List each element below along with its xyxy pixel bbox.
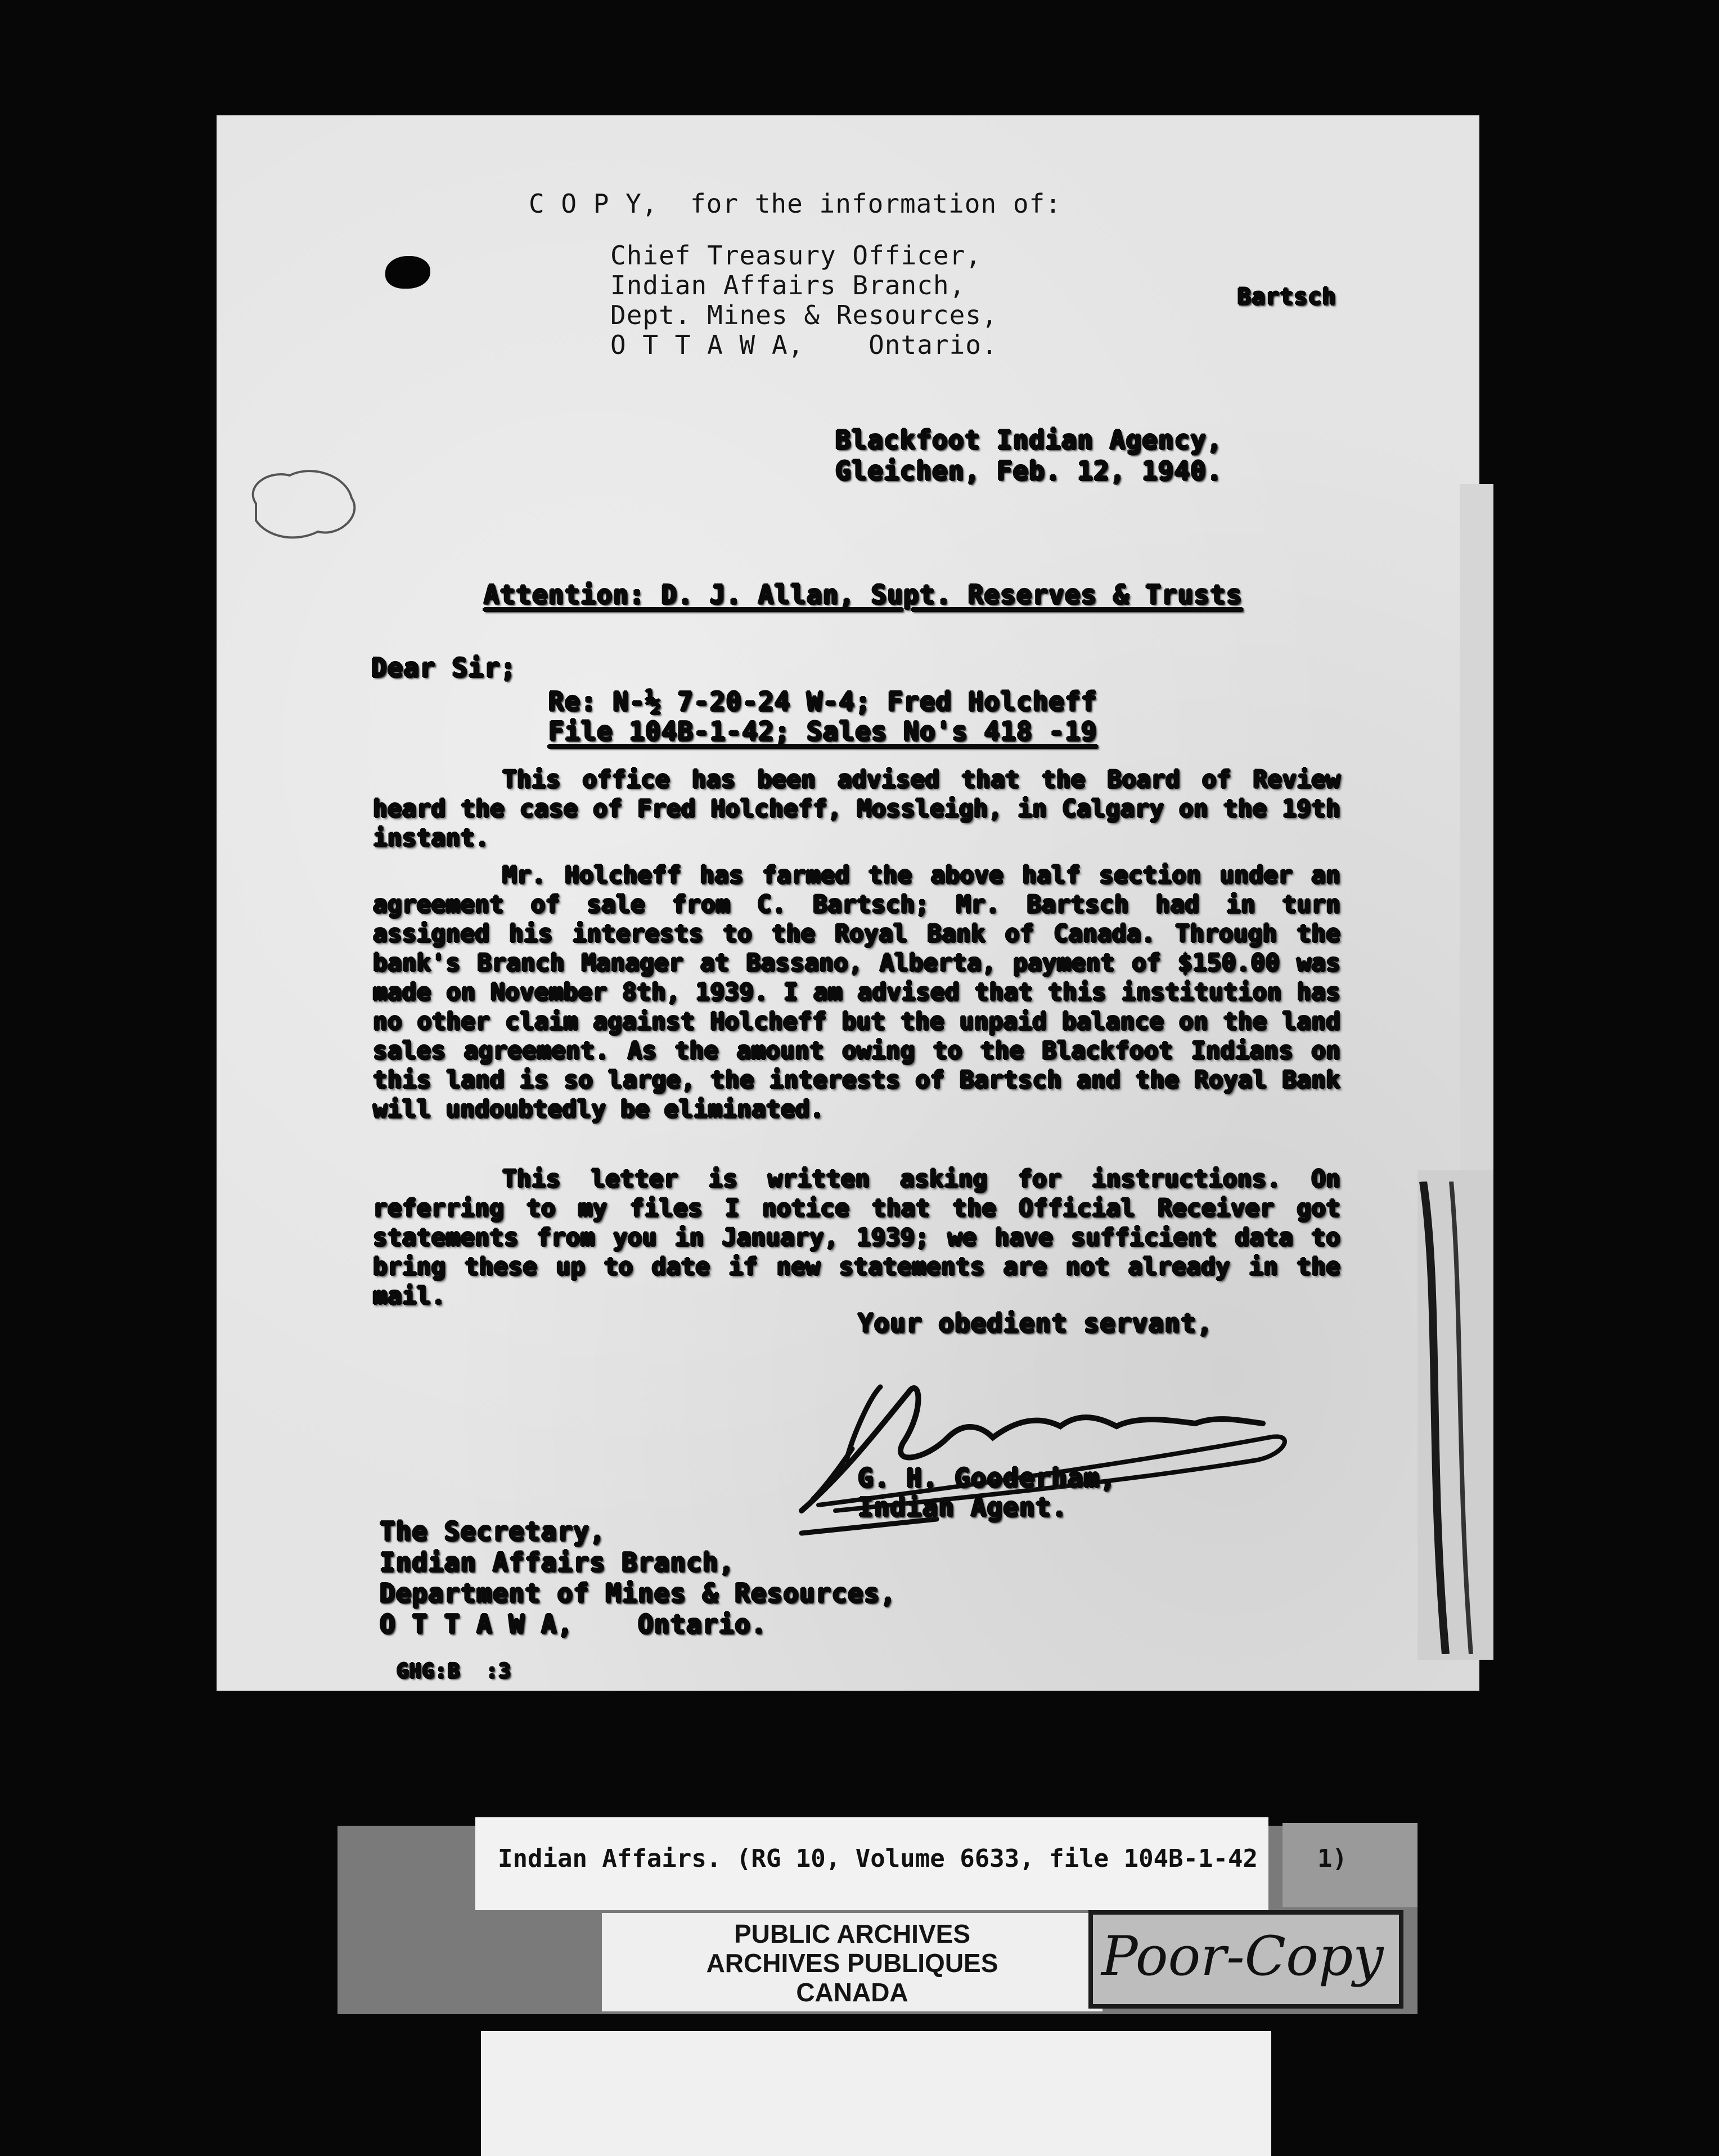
paragraph-1: This office has been advised that the Board of Review heard the case of Fred Holcheff, Mossleigh, in Calgary on the 19th instant. (373, 766, 1340, 852)
copy-line: C O P Y, for the information of: (529, 188, 1061, 219)
subject-line-2: File 104B-1-42; Sales No's 418 -19 (548, 716, 1097, 747)
subject-line-1: Re: N-½ 7-20-24 W-4; Fred Holcheff (548, 686, 1097, 717)
addressee-line-2: Indian Affairs Branch, (380, 1547, 735, 1578)
archives-line-2: ARCHIVES PUBLIQUES (706, 1948, 998, 1978)
signer-title: Indian Agent. (858, 1492, 1068, 1522)
file-tag: Bartsch (1238, 284, 1336, 310)
page-edge-tab (1460, 484, 1493, 1170)
closing: Your obedient servant, (858, 1308, 1213, 1338)
initials: GHG:B :3 (397, 1660, 512, 1683)
recipient-line-1: Chief Treasury Officer, (610, 240, 982, 271)
ink-blot (385, 256, 430, 289)
signer-name: G. H. Gooderham, (858, 1463, 1117, 1493)
reference-label: Indian Affairs. (RG 10, Volume 6633, file 104B-1-42 1) (498, 1844, 1347, 1873)
recipient-line-3: Dept. Mines & Resources, (610, 300, 998, 330)
archives-line-1: PUBLIC ARCHIVES (734, 1919, 970, 1948)
recipient-line-4: O T T A W A, Ontario. (610, 330, 998, 360)
paragraph-2: Mr. Holcheff has farmed the above half section under an agreement of sale from C. Bartsch; Mr. Bartsch had in turn assigned his interests to the Royal Bank of Canada. Through the bank's Branch Manager at Bassano, Alberta, payment of $150.00 was made on November 8th, 1939. I am advised that this institution has no other claim against Holcheff but the unpaid balance on the land sales agreement. As the amount owing to the Blackfoot Indians on this land is so large, the interests of Bartsch and the Royal Bank will undoubtedly be eliminated. (373, 861, 1340, 1124)
poor-copy-text: Poor-Copy (1101, 1925, 1384, 1988)
paper-curl-shading (1418, 1182, 1479, 1654)
blank-label-card (481, 2031, 1271, 2156)
paragraph-3: This letter is written asking for instructions. On referring to my files I notice that the Official Receiver got statements from you in January, 1939; we have sufficient data to bring these up to date if new statements are not already in the mail. (373, 1165, 1340, 1310)
poor-copy-stamp (1088, 1910, 1403, 2009)
archives-stamp-block (602, 1913, 1102, 2011)
recipient-line-2: Indian Affairs Branch, (610, 270, 966, 300)
sender-date: Gleichen, Feb. 12, 1940. (835, 456, 1223, 486)
sender-place: Blackfoot Indian Agency, (835, 425, 1223, 455)
addressee-line-3: Department of Mines & Resources, (380, 1578, 897, 1609)
reference-label-card (475, 1817, 1347, 1910)
addressee-line-4: O T T A W A, Ontario. (380, 1609, 767, 1640)
letter-page (217, 115, 1479, 1691)
archives-line-3: CANADA (796, 1978, 908, 2007)
salutation: Dear Sir; (371, 653, 517, 683)
attention-line: Attention: D. J. Allan, Supt. Reserves & Trusts (484, 580, 1243, 610)
addressee-line-1: The Secretary, (380, 1516, 606, 1547)
pencil-scribble (233, 453, 368, 549)
